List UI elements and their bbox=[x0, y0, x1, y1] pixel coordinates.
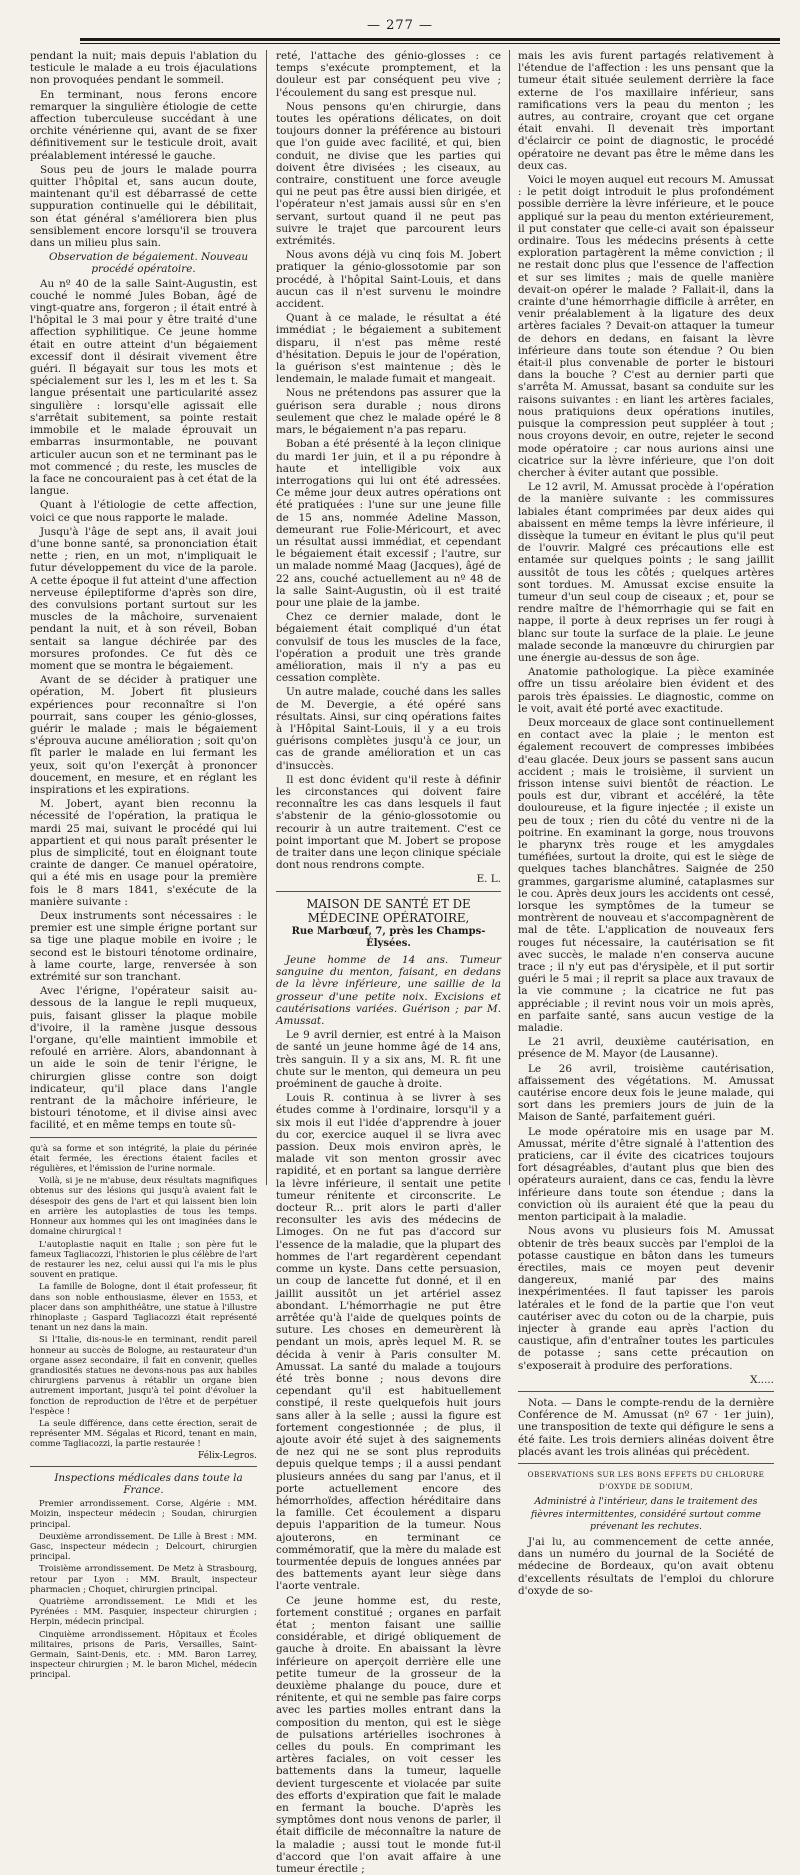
note-paragraph: Nota. — Dans le compte-rendu de la dernière Conférence de M. Amussat (nº 67 · 1er juin), une transposition de texte qui défigure le sens a été faite. Les trois derniers alinéas doivent être placés avant les trois alinéas qui précèdent. bbox=[518, 1396, 774, 1458]
column-1 bbox=[30, 50, 257, 1680]
paragraph: mais les avis furent partagés relativement à l'étendue de l'affection : les uns pensant que la tumeur était située seulement derrière la face externe de l'os maxillaire inférieur, sans ramifications vers la peau du menton ; les autres, au contraire, croyant que cet organe était envahi. Il devenait très important d'éclaircir ce point de diagnostic, le procédé opératoire ne devant pas être le même dans les deux cas. bbox=[518, 50, 774, 172]
section-title: MAISON DE SANTÉ ET DE MÉDECINE OPÉRATOIRE, bbox=[306, 896, 471, 925]
paragraph: Nous avons vu plusieurs fois M. Amussat obtenir de très beaux succès par l'emploi de la potasse caustique en bâton dans les tumeurs érectiles, mais ce moyen peut devenir dangereux, manié par des mains inexpérimentées. Il faut tapisser les parois latérales et le fond de la partie que l'on veut cautériser avec du coton ou de la charpie, puis injecter à grande eau après l'action du caustique, afin d'entraîner toutes les particules de potasse ; sans cette précaution on s'exposerait à produire des perforations. bbox=[518, 1225, 774, 1372]
paragraph: Avec l'érigne, l'opérateur saisit au-dessous de la langue le repli muqueux, puis, faisant glisser la plaque mobile d'ivoire, il la ramène jusque dessous l'organe, qu'elle maintient immobile et refoulé en arrière. Alors, abandonnant à un aide le soin de tenir l'érigne, le chirurgien glisse contre son doigt indicateur, qu'il place dans l'angle rentrant de la mâchoire inférieure, le bistouri ténotome, et il divise ainsi avec facilité, et en même temps en toute sû- bbox=[30, 985, 257, 1132]
section-heading: Observation de bégaiement. Nouveau procédé opératoire. bbox=[48, 251, 249, 276]
page-header bbox=[20, 18, 780, 40]
paragraph: Ce jeune homme est, du reste, fortement constitué ; organes en parfait état ; menton faisant une saillie considérable, et dirigé obliquement de gauche à droite. En abaissant la lèvre inférieure on aperçoit derrière elle une petite tumeur de la grosseur de la deuxième phalange du pouce, dure et rénitente, et qui ne semble pas faire corps avec les parties molles entrant dans la composition du menton, qui est le siège de pulsations artérielles isochrones à celles du pouls. En comprimant les artères faciales, on voit cesser les battements dans la tumeur, laquelle devient turgescente et violacée par suite des efforts d'expiration que fait le malade en fermant la bouche. D'après les symptômes dont nous venons de parler, il était difficile de méconnaître la nature de la maladie ; aussi tout le monde fut-il d'accord que l'on avait affaire à une tumeur érectile ; bbox=[276, 1594, 501, 1875]
paragraph: Quant à ce malade, le résultat a été immédiat ; le bégaiement a subitement disparu, il n'est pas même resté d'hésitation. Depuis le jour de l'opération, la guérison s'est maintenue ; dès le lendemain, le malade fumait et mangeait. bbox=[276, 312, 501, 386]
paragraph: reté, l'attache des génio-glosses : ce temps s'exécute promptement, et la douleur est par conséquent peu vive ; l'écoulement du sang est presque nul. bbox=[276, 50, 501, 99]
section-title: OBSERVATIONS SUR LES BONS EFFETS DU CHLORURE D'OXYDE DE SODIUM, bbox=[527, 1469, 765, 1492]
footnote-paragraph: Si l'Italie, dis-nous-le en terminant, rendit pareil honneur au succès de Bologne, au restaurateur d'un organe assez secondaire, il fait en convenir, quelles grandiosités statues ne devons-nous pas aux habiles chirurgiens parvenus à rétablir un organe bien autrement important, jusqu'à tel point d'évoluer la fonction de reproduction de l'être et de perpétuer l'espèce ! bbox=[30, 1334, 257, 1416]
paragraph: Il est donc évident qu'il reste à définir les circonstances qui doivent faire reconnaître les cas dans lesquels il faut s'abstenir de la génio-glossotomie ou recourir à un autre traitement. C'est ce point important que M. Jobert se propose de traiter dans une leçon clinique spéciale dont nous rendrons compte. bbox=[276, 773, 501, 872]
paragraph: Le 12 avril, M. Amussat procède à l'opération de la manière suivante : les commissures labiales étant comprimées par deux aides qui abaissent en même temps la lèvre inférieure, il dissèque la tumeur en évitant le plus qu'il peut de l'ouvrir. Malgré ces précautions elle est entamée sur quelques points ; le sang jaillit aussitôt de tous les côtés ; quelques artères sont tordues. M. Amussat excise ensuite la tumeur d'un seul coup de ciseaux ; et, pour se rendre maître de l'hémorrhagie qui se fait en nappe, il porte à deux reprises un fer rougi à blanc sur toute la surface de la plaie. Le jeune malade seconde la manœuvre du chirurgien par une énergie au-dessus de son âge. bbox=[518, 481, 774, 664]
case-subtitle: Jeune homme de 14 ans. Tumeur sanguine du menton, faisant, en dedans de la lèvre inférieure, une saillie de la grosseur d'une petite noix. Excisions et cautérisations variées. Guérison ; par M. Amussat. bbox=[276, 954, 501, 1028]
paragraph: J'ai lu, au commencement de cette année, dans un numéro du journal de la Société de médecine de Bordeaux, qu'on avait obtenu d'excellents résultats de l'emploi du chlorure d'oxyde de so- bbox=[518, 1535, 774, 1597]
footnote-paragraph: L'autoplastie naquit en Italie ; son père fut le fameux Tagliacozzi, l'historien le plus célèbre de l'art de restaurer les nez, celui aussi qui l'a mis le plus souvent en pratique. bbox=[30, 1238, 257, 1280]
paragraph: En terminant, nous ferons encore remarquer la singulière étiologie de cette affection tuberculeuse succédant à une orchite vénérienne qui, avant de se fixer définitivement sur le testicule droit, avait préalablement intéressé le gauche. bbox=[30, 88, 257, 162]
paragraph: Quant à l'étiologie de cette affection, voici ce que nous rapporte le malade. bbox=[30, 499, 257, 524]
inspections-list bbox=[30, 1498, 257, 1679]
column-3 bbox=[518, 50, 774, 1597]
paragraph: pendant la nuit; mais depuis l'ablation du testicule le malade a eu trois éjaculations non provoquées pendant le sommeil. bbox=[30, 50, 257, 87]
paragraph: Chez ce dernier malade, dont le bégaiement était compliqué d'un état convulsif de tous les muscles de la face, l'opération a produit une très grande amélioration, mais il n'y a pas eu cessation complète. bbox=[276, 611, 501, 685]
paragraph: Boban a été présenté à la leçon clinique du mardi 1er juin, et il a pu répondre à haute et intelligible voix aux interrogations qui lui ont été adressées. Ce même jour deux autres opérations ont été pratiquées : l'une sur une jeune fille de 15 ans, nommée Adeline Masson, demeurant rue Folie-Méricourt, et avec un résultat aussi immédiat, et cependant le bégaiement était excessif ; l'autre, sur un malade nommé Maag (Jacques), âgé de 22 ans, couché actuellement au nº 48 de la salle Saint-Augustin, où il est traité pour une plaie de la jambe. bbox=[276, 438, 501, 609]
column-divider-1 bbox=[266, 50, 267, 1185]
list-item: Cinquième arrondissement. Hôpitaux et Écoles militaires, prisons de Paris, Versailles, Saint-Germain, Saint-Denis, etc. : MM. Baron Larrey, inspecteur chirurgien ; M. le baron Michel, médecin principal. bbox=[30, 1628, 257, 1680]
footnote-signature: Félix-Legros. bbox=[197, 1450, 257, 1461]
paragraph: Anatomie pathologique. La pièce examinée offre un tissu aréolaire bien évident et des parois très épaissies. Le diagnostic, comme on le voit, avait été porté avec exactitude. bbox=[518, 666, 774, 715]
section-subtitle: Administré à l'intérieur, dans le traitement des fièvres intermittentes, considéré surtout comme prévenant les rechutes. bbox=[531, 1496, 761, 1532]
paragraph: Au nº 40 de la salle Saint-Augustin, est couché le nommé Jules Boban, âgé de vingt-quatre ans, forgeron ; il était entré à l'hôpital le 3 mai pour y être traité d'une affection syphilitique. Ce jeune homme était en outre atteint d'un bégaiement excessif dont il désirait vivement être guéri. Il bégayait sur tous les mots et spécialement sur les l, les m et les t. Sa langue présentait une particularité assez singulière : lorsqu'elle agissait elle s'arrêtait subitement, sa pointe restait immobile et le malade éprouvait un embarras insurmontable, ne pouvant articuler aucun son et ne terminant pas le mot commencé ; du reste, les muscles de la face ne concouraient pas à cet état de la langue. bbox=[30, 277, 257, 498]
header-rule-thin bbox=[80, 43, 780, 44]
paragraph: Nous avons déjà vu cinq fois M. Jobert pratiquer la génio-glossotomie par son procédé, à l'hôpital Saint-Louis, et dans aucun cas il n'est survenu le moindre accident. bbox=[276, 249, 501, 311]
footnote-paragraph: qu'à sa forme et son intégrité, la plaie du périnée était fermée, les érections étaient faciles et régulières, et l'émission de l'urine normale. bbox=[30, 1142, 257, 1174]
footnote-paragraph: Voilà, si je ne m'abuse, deux résultats magnifiques obtenus sur des lésions qui jusqu'à avaient fait le désespoir des gens de l'art et qui laissent bien loin en arrière les autoplasties de tous les temps. Honneur aux hommes qui les ont imaginées dans le domaine chirurgical ! bbox=[30, 1175, 257, 1237]
section-separator bbox=[30, 1466, 257, 1467]
paragraph: Deux instruments sont nécessaires : le premier est une simple érigne portant sur sa tige une plaque mobile en ivoire ; le second est le bistouri ténotome ordinaire, à lame courte, large, renversée à son extrémité sur son tranchant. bbox=[30, 910, 257, 984]
list-item: Deuxième arrondissement. De Lille à Brest : MM. Gasc, inspecteur médecin ; Delcourt, chirurgien principal. bbox=[30, 1530, 257, 1562]
list-item: Troisième arrondissement. De Metz à Strasbourg, retour par Lyon : MM. Brault, inspecteur pharmacien ; Choquet, chirurgien principal. bbox=[30, 1563, 257, 1594]
column-divider-2 bbox=[509, 50, 510, 1185]
paragraph: Un autre malade, couché dans les salles de M. Devergie, a été opéré sans résultats. Ainsi, sur cinq opérations faites à l'Hôpital Saint-Louis, il y a eu trois guérisons complètes jusqu'à ce jour, un cas de grande amélioration et un cas d'insuccès. bbox=[276, 686, 501, 772]
footnote-paragraph: La seule différence, dans cette érection, serait de représenter MM. Ségalas et Ricord, tenant en main, comme Tagliacozzi, la partie restaurée ! bbox=[30, 1417, 257, 1449]
paragraph: Avant de se décider à pratiquer une opération, M. Jobert fit plusieurs expériences pour reconnaître si l'on pourrait, sans couper les génio-glosses, guérir le malade ; mais le bégaiement s'éprouva aucune amélioration ; soit qu'on fît parler le malade en lui fermant les yeux, soit qu'on l'exerçât à prononcer doucement, en mesure, et en réglant les inspirations et les expirations. bbox=[30, 674, 257, 796]
paragraph: Jusqu'à l'âge de sept ans, il avait joui d'une bonne santé, sa prononciation était nette ; rien, en un mot, n'impliquait le futur développement du vice de la parole. A cette époque il fut atteint d'une affection nerveuse épileptiforme d'après son dire, des convulsions portant surtout sur les muscles de la mâchoire, survenaient pendant la nuit, et à son réveil, Boban sentait sa langue déchirée par des morsures profondes. Ce fut dès ce moment que se montra le bégaiement. bbox=[30, 525, 257, 672]
article-signature: X..... bbox=[750, 1373, 774, 1386]
list-item: Premier arrondissement. Corse, Algérie : MM. Moizin, inspecteur médecin ; Soudan, chirurgien principal. bbox=[30, 1498, 257, 1529]
list-item: Quatrième arrondissement. Le Midi et les Pyrénées : MM. Pasquier, inspecteur chirurgien ; Herpin, médecin principal. bbox=[30, 1596, 257, 1627]
paragraph: Deux morceaux de glace sont continuellement en contact avec la plaie ; le menton est également recouvert de compresses imbibées d'eau glacée. Deux jours se passent sans aucun accident ; mais le troisième, il survient un frisson intense suivi bientôt de réaction. Le pouls est dur, vibrant et accéléré, la tête douloureuse, et la figure injectée ; il existe un peu de toux ; rien du côté du ventre ni de la poitrine. En examinant la gorge, nous trouvons le pharynx très rouge et les amygdales tuméfiées, surtout la droite, qui est le siège de quelques taches blanchâtres. Saignée de 250 grammes, gargarisme aluminé, cataplasmes sur le cou. Après deux jours les accidents ont cessé, lorsque les symptômes de la tumeur se montrèrent de nouveau et s'accompagnèrent de mal de tête. L'application de nouveaux fers rouges fut nécessaire, la cautérisation se fit avec succès, le malade n'en conserva aucune trace ; il n'y eut pas d'érysipèle, et il put sortir guéri le 5 mai ; il reprit sa place aux travaux de la vie commune ; la cicatrice ne fut pas appréciable ; il revint nous voir un mois après, en parfaite santé, sans aucun vestige de la maladie. bbox=[518, 716, 774, 1035]
paragraph: Voici le moyen auquel eut recours M. Amussat : le petit doigt introduit le plus profondément possible derrière la lèvre inférieure, et le pouce appliqué sur la peau du menton extérieurement, il put constater que celle-ci avait son épaisseur ordinaire. Tous les médecins présents à cette exploration partagèrent la même conviction ; il ne restait donc plus que l'essence de l'affection et sur ses limites ; mais de quelle manière devait-on opérer le malade ? Fallait-il, dans la crainte d'une hémorrhagie difficile à arrêter, en venir préalablement à la ligature des deux artères faciales ? Devait-on attaquer la tumeur de dehors en dedans, en faisant la lèvre inférieure dans toute son étendue ? Ou bien était-il plus convenable de porter le bistouri dans la bouche ? C'est au dernier parti que s'arrêta M. Amussat, basant sa conduite sur les raisons suivantes : en liant les artères faciales, nous pratiquions deux opérations inutiles, puisque la compression peut suppléer à tout ; nous croyons devoir, en outre, rejeter le second mode opératoire ; car nous aurions ainsi une cicatrice sur la lèvre inférieure, que l'on doit chercher à éviter autant que possible. bbox=[518, 174, 774, 479]
section-separator bbox=[518, 1463, 774, 1464]
section-heading: Inspections médicales dans toute la France. bbox=[54, 1471, 243, 1496]
footnote-paragraph: La famille de Bologne, dont il était professeur, fit dans son noble enthousiasme, élever en 1553, et placer dans son amphithéâtre, une statue à l'illustre rhinoplaste ; Gaspard Tagliacozzi était représenté tenant un nez dans la main. bbox=[30, 1281, 257, 1333]
section-separator bbox=[518, 1391, 774, 1392]
paragraph: Le 21 avril, deuxième cautérisation, en présence de M. Mayor (de Lausanne). bbox=[518, 1036, 774, 1061]
paragraph: Nous pensons qu'en chirurgie, dans toutes les opérations délicates, on doit toujours donner la préférence au bistouri que l'on guide avec facilité, et qui, bien conduit, ne divise que les parties qui doivent être divisées ; les ciseaux, au contraire, constituent une force aveugle qui ne peut pas être aussi bien dirigée, et l'opérateur n'est jamais aussi sûr en s'en servant, surtout quand il ne peut pas suivre le trajet que parcourent leurs extrémités. bbox=[276, 100, 501, 248]
paragraph: Louis R. continua à se livrer à ses études comme à l'ordinaire, lorsqu'il y a six mois il eut l'idée d'apprendre à jouer du cor, exercice auquel il se livra avec passion. Deux mois environ après, le malade vit son menton grossir avec rapidité, et en portant sa langue derrière la lèvre inférieure, il sentait une petite tumeur rénitente et circonscrite. Le docteur R... prit alors le parti d'aller reconsulter les avis des médecins de Limoges. On ne fut pas d'accord sur l'essence de la maladie, que la plupart des hommes de l'art regardèrent cependant comme un kyste. Dans cette persuasion, un coup de lancette fut donné, et il en jaillit aussitôt un jet artériel assez abondant. L'hémorrhagie ne put être arrêtée qu'à l'aide de quelques points de suture. Les choses en demeurèrent là pendant un mois, après lequel M. R. se décida à venir à Paris consulter M. Amussat. La santé du malade a toujours été très bonne ; nous devons dire cependant qu'il est habituellement constipé, il reste quelquefois huit jours sans aller à la selle ; aussi la figure est fortement congestionnée ; de plus, il ajoute avoir été sujet à des saignements de nez qui ne se sont plus reproduits depuis quelque temps ; il a aussi pendant plusieurs années du sang par l'anus, et il porte actuellement encore des hémorrhoïdes, affection héréditaire dans la famille. Cet écoulement a disparu depuis l'apparition de la tumeur. Nous ajouterons, en terminant ce commémoratif, que la mère du malade est tourmentée depuis de longues années par des battements ayant leur siège dans l'aorte ventrale. bbox=[276, 1092, 501, 1593]
section-separator bbox=[276, 891, 501, 892]
footnote-separator bbox=[30, 1137, 257, 1138]
paragraph: Nous ne prétendons pas assurer que la guérison sera durable ; nous dirons seulement que chez le malade opéré le 8 mars, le bégaiement n'a pas reparu. bbox=[276, 387, 501, 437]
article-signature: E. L. bbox=[476, 873, 501, 886]
paragraph: Le 26 avril, troisième cautérisation, affaissement des végétations. M. Amussat cautérise encore deux fois le jeune malade, qui sort dans les premiers jours de juin de la Maison de Santé, parfaitement guéri. bbox=[518, 1062, 774, 1124]
section-address: Rue Marbœuf, 7, près les Champs-Élysées. bbox=[291, 925, 486, 949]
column-2 bbox=[276, 50, 501, 1875]
footnote-block bbox=[30, 1143, 257, 1461]
paragraph: Le mode opératoire mis en usage par M. Amussat, mérite d'être signalé à l'attention des praticiens, car il évite des cicatrices toujours fort désagréables, d'autant plus que bien des opérateurs auraient, dans ce cas, fendu la lèvre inférieure dans toute son étendue ; dans la conviction où ils auraient été que la peau du menton participait à la maladie. bbox=[518, 1125, 774, 1224]
paragraph: Le 9 avril dernier, est entré à la Maison de santé un jeune homme âgé de 14 ans, très sanguin. Il y a six ans, M. R. fit une chute sur le menton, qui demeura un peu proéminent de gauche à droite. bbox=[276, 1029, 501, 1091]
page-number: — 277 — bbox=[366, 18, 434, 33]
paragraph: Sous peu de jours le malade pourra quitter l'hôpital et, sans aucun doute, maintenant qu'il est débarrassé de cette suppuration continuelle qui le débilitait, son état général s'améliorera bien plus sensiblement encore lorsqu'il se trouvera dans un milieu plus sain. bbox=[30, 163, 257, 250]
header-rule bbox=[80, 38, 780, 41]
paragraph: M. Jobert, ayant bien reconnu la nécessité de l'opération, la pratiqua le mardi 25 mai, suivant le procédé qui lui appartient et qui nous paraît présenter le plus de simplicité, tout en éloignant toute crainte de danger. Ce manuel opératoire, qui a été mis en usage pour la première fois le 8 mars 1841, s'exécute de la manière suivante : bbox=[30, 798, 257, 908]
